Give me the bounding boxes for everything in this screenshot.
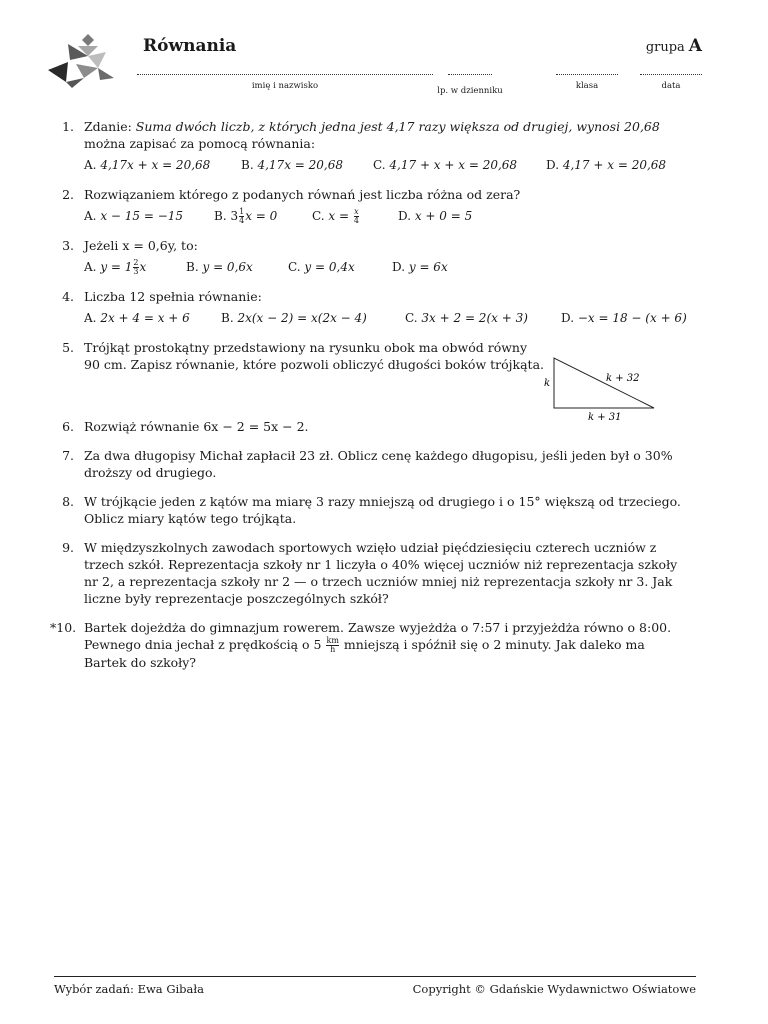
- triangle-hypotenuse-label: k + 32: [606, 373, 640, 384]
- question-text: Liczba 12 spełnia równanie:: [84, 289, 262, 304]
- question-text: Rozwiązaniem którego z podanych równań jest liczba różna od zera?: [84, 187, 521, 202]
- option-d[interactable]: D. x + 0 = 5: [398, 209, 473, 223]
- answer-options: [84, 208, 690, 225]
- option-a[interactable]: A. 4,17x + x = 20,68: [84, 158, 211, 172]
- question-8: [50, 493, 690, 527]
- question-7: [50, 447, 690, 481]
- question-text: Bartek dojeżdża do gimnazjum rowerem. Zawsze wyjeżdża o 7:57 i przyjeżdża równo o 8:00. Pewnego dnia jechał z prędkością o 5 $\frac{km}{h}$ mniejszą i spóźnił się o 2 minuty. Jak daleko ma Bartek do szkoły?: [84, 620, 672, 670]
- logo-tangram-icon: [48, 34, 114, 88]
- question-number: 7.: [62, 448, 74, 463]
- question-5: [50, 339, 544, 373]
- question-1: [50, 118, 690, 174]
- question-3: [50, 237, 690, 276]
- question-number: 1.: [62, 119, 74, 134]
- footer-author: Wybór zadań: Ewa Gibała: [54, 982, 204, 996]
- triangle-side-left-label: k: [544, 378, 551, 389]
- answer-options: [84, 157, 690, 174]
- option-c[interactable]: C. 4,17 + x + x = 20,68: [373, 158, 518, 172]
- group-value: A: [688, 36, 702, 56]
- question-number: 2.: [62, 187, 74, 202]
- question-number: 6.: [62, 419, 74, 434]
- field-class[interactable]: klasa: [556, 74, 618, 91]
- option-d[interactable]: D. y = 6x: [392, 260, 448, 274]
- question-number: *10.: [50, 620, 77, 635]
- question-text: W międzyszkolnych zawodach sportowych wzięło udział pięćdziesięciu czterech uczniów z trzech szkół. Reprezentacja szkoły nr 1 liczyła o 40% więcej uczniów niż reprezentacja szkoły nr 2, a reprezentacja szkoły nr 2 — o trzech uczniów mniej niż reprezentacja szkoły nr 3. Jak liczne były reprezentacje poszczególnych szkół?: [84, 540, 678, 606]
- question-4: [50, 288, 690, 327]
- fraction: $\frac{1}{4}$: [239, 207, 245, 225]
- option-label: A.: [84, 158, 97, 172]
- question-text: Za dwa długopisy Michał zapłacił 23 zł. Oblicz cenę każdego długopisu, jeśli jeden był o 30% droższy od drugiego.: [84, 448, 673, 480]
- fraction: $\frac{km}{h}$: [326, 636, 339, 654]
- question-text: Jeżeli x = 0,6y, to:: [84, 238, 198, 253]
- field-class-number-label: lp. w dzienniku: [437, 86, 503, 96]
- question-text: Trójkąt prostokątny przedstawiony na rysunku obok ma obwód równy 90 cm. Zapisz równanie, które pozwoli obliczyć długości boków trójkąta.: [84, 340, 545, 372]
- field-name[interactable]: imię i nazwisko: [137, 74, 433, 91]
- question-9: [50, 539, 690, 607]
- option-d[interactable]: D. 4,17 + x = 20,68: [546, 158, 667, 172]
- question-2: [50, 186, 690, 225]
- question-text: Rozwiąż równanie 6x − 2 = 5x − 2.: [84, 419, 309, 434]
- group-indicator: [646, 36, 702, 56]
- question-number: 4.: [62, 289, 74, 304]
- field-class-number[interactable]: [448, 74, 492, 81]
- group-label: grupa: [645, 40, 685, 55]
- answer-options: [84, 259, 690, 276]
- option-b[interactable]: B. 3 $\frac{1}{4}$ x = 0: [214, 207, 278, 225]
- option-b[interactable]: B. 2x(x − 2) = x(2x − 4): [221, 311, 367, 325]
- question-number: 5.: [62, 340, 74, 355]
- fraction: $\frac{x}{4}$: [353, 207, 359, 225]
- option-c[interactable]: C. y = 0,4x: [288, 260, 355, 274]
- option-a[interactable]: A. x − 15 = −15: [84, 209, 184, 223]
- triangle-bottom-label: k + 31: [588, 412, 622, 423]
- page-title: Równania: [143, 36, 237, 56]
- question-number: 8.: [62, 494, 74, 509]
- answer-options: [84, 310, 690, 327]
- field-date[interactable]: data: [640, 74, 702, 91]
- question-10: [50, 619, 690, 671]
- question-number: 9.: [62, 540, 74, 555]
- option-c[interactable]: C. x = $\frac{x}{4}$: [312, 207, 359, 225]
- question-text: W trójkącie jeden z kątów ma miarę 3 razy mniejszą od drugiego i o 15° większą od trzeciego. Oblicz miary kątów tego trójkąta.: [84, 494, 681, 526]
- page-footer: [54, 976, 696, 996]
- footer-copyright: Copyright © Gdańskie Wydawnictwo Oświatowe: [412, 982, 696, 996]
- fraction: $\frac{2}{3}$: [133, 258, 139, 276]
- question-text: Zdanie: Suma dwóch liczb, z których jedna jest 4,17 razy większa od drugiej, wynosi 20,68 można zapisać za pomocą równania:: [84, 119, 660, 151]
- option-d[interactable]: D. −x = 18 − (x + 6): [561, 311, 687, 325]
- option-a[interactable]: A. y = 1 $\frac{2}{3}$ x: [84, 258, 147, 276]
- question-number: 3.: [62, 238, 74, 253]
- option-a[interactable]: A. 2x + 4 = x + 6: [84, 311, 190, 325]
- right-triangle-figure: [540, 350, 660, 425]
- option-b[interactable]: B. y = 0,6x: [186, 260, 253, 274]
- option-b[interactable]: B. 4,17x = 20,68: [241, 158, 343, 172]
- option-c[interactable]: C. 3x + 2 = 2(x + 3): [405, 311, 528, 325]
